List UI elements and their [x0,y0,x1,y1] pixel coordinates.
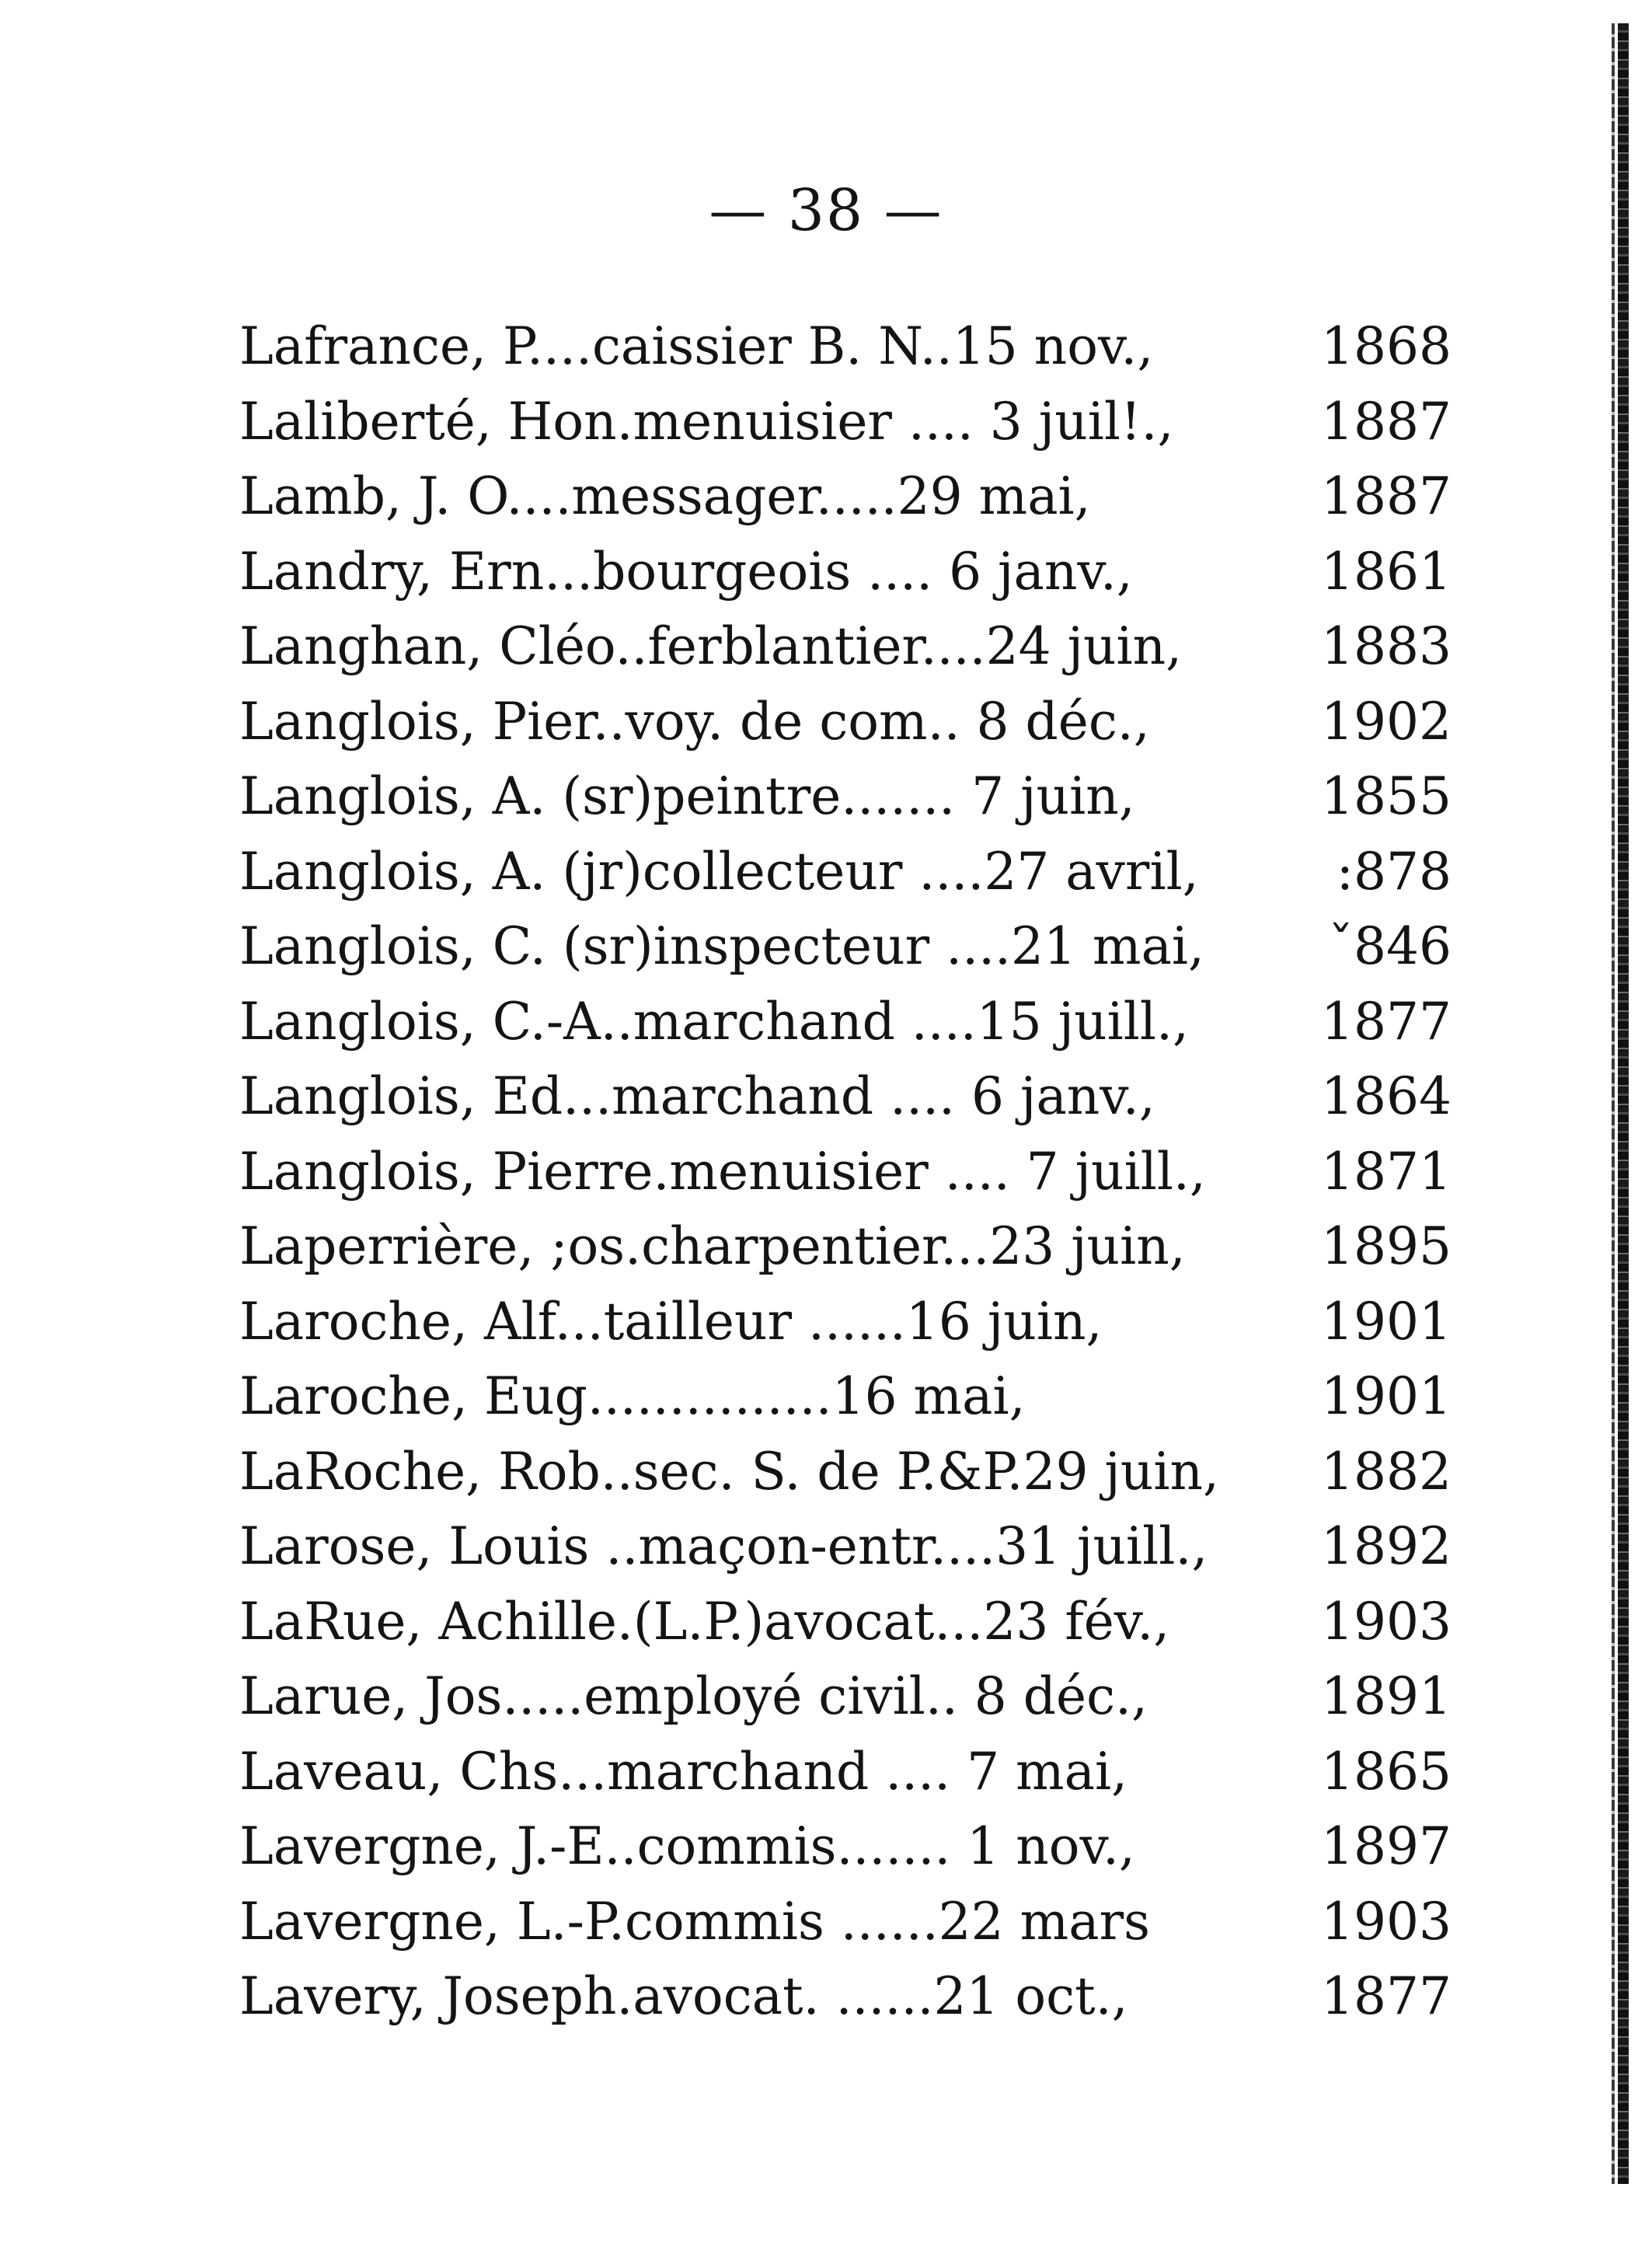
entry-year: 1855 [1321,766,1452,826]
entry-text: Langlois, A. (jr)collecteur ....27 avril, [239,841,1199,902]
entry-text: Lavergne, J.-E..commis....... 1 nov., [239,1816,1135,1876]
register-entry [239,1059,1452,1135]
entry-text: Laperrière, ;os.charpentier...23 juin, [239,1216,1186,1276]
register-entry [239,1885,1452,1960]
entry-text: Langhan, Cléo..ferblantier....24 juin, [239,616,1183,676]
entry-text: Laroche, Alf...tailleur ......16 juin, [239,1291,1103,1352]
register-entry [239,1509,1452,1585]
binding-edge [1618,23,1629,2184]
entry-year: 1883 [1321,616,1452,676]
entry-text: Laliberté, Hon.menuisier .... 3 juil!., [239,391,1174,452]
entry-year: 1868 [1321,316,1452,376]
register-entry [239,309,1452,385]
register-entry [239,459,1452,535]
entry-text: Langlois, Pier..voy. de com.. 8 déc., [239,691,1150,752]
register-entry [239,1959,1452,2035]
entry-year: 1901 [1321,1291,1452,1352]
register-entry [239,1809,1452,1885]
entry-year: 1903 [1321,1591,1452,1652]
entry-text: LaRoche, Rob..sec. S. de P.&P.29 juin, [239,1441,1219,1502]
register-entry [239,909,1452,985]
entry-text: Larue, Jos.....employé civil.. 8 déc., [239,1666,1148,1726]
entry-year: 1901 [1321,1366,1452,1426]
entry-year: 1877 [1321,991,1452,1052]
register-entry [239,385,1452,460]
entry-text: Lafrance, P....caissier B. N..15 nov., [239,316,1154,376]
register-entry [239,609,1452,685]
register-entry [239,985,1452,1060]
entry-year: 1892 [1321,1516,1452,1576]
binding-edge-shadow [1612,23,1615,2184]
page-number: — 38 — [709,177,943,244]
entry-year: ˇ846 [1328,916,1452,976]
entry-year: :878 [1336,841,1452,902]
register-entry [239,1659,1452,1735]
entry-text: Landry, Ern...bourgeois .... 6 janv., [239,541,1133,602]
entry-year: 1895 [1321,1216,1452,1276]
register-entry [239,1585,1452,1660]
entry-text: Langlois, C.-A..marchand ....15 juill., [239,991,1189,1052]
register-entry [239,759,1452,835]
register-entry [239,835,1452,910]
entry-year: 1864 [1321,1066,1452,1126]
register-entry [239,535,1452,610]
entry-year: 1882 [1321,1441,1452,1502]
entry-text: LaRue, Achille.(L.P.)avocat...23 fév., [239,1591,1170,1652]
register-entry [239,685,1452,760]
entry-text: Lavergne, L.-P.commis ......22 mars [239,1891,1150,1952]
entry-year: 1903 [1321,1891,1452,1952]
entry-text: Langlois, A. (sr)peintre....... 7 juin, [239,766,1135,826]
register-entry [239,1735,1452,1810]
entry-year: 1865 [1321,1741,1452,1802]
register-entry [239,1285,1452,1360]
entry-text: Laroche, Eug...............16 mai, [239,1366,1026,1426]
entry-text: Larose, Louis ..maçon-entr....31 juill., [239,1516,1208,1576]
entry-year: 1861 [1321,541,1452,602]
entry-text: Langlois, Pierre.menuisier .... 7 juill., [239,1141,1206,1202]
register-list [239,309,1452,2035]
entry-text: Lamb, J. O....messager.....29 mai, [239,466,1091,526]
register-entry [239,1359,1452,1435]
entry-year: 1887 [1321,391,1452,452]
entry-year: 1871 [1321,1141,1452,1202]
entry-year: 1877 [1321,1966,1452,2026]
entry-year: 1902 [1321,691,1452,752]
entry-year: 1897 [1321,1816,1452,1876]
entry-year: 1891 [1321,1666,1452,1726]
register-entry [239,1435,1452,1510]
entry-text: Lavery, Joseph.avocat. ......21 oct., [239,1966,1128,2026]
entry-text: Langlois, Ed...marchand .... 6 janv., [239,1066,1155,1126]
entry-year: 1887 [1321,466,1452,526]
register-entry [239,1209,1452,1285]
entry-text: Langlois, C. (sr)inspecteur ....21 mai, [239,916,1205,976]
register-entry [239,1135,1452,1210]
entry-text: Laveau, Chs...marchand .... 7 mai, [239,1741,1128,1802]
